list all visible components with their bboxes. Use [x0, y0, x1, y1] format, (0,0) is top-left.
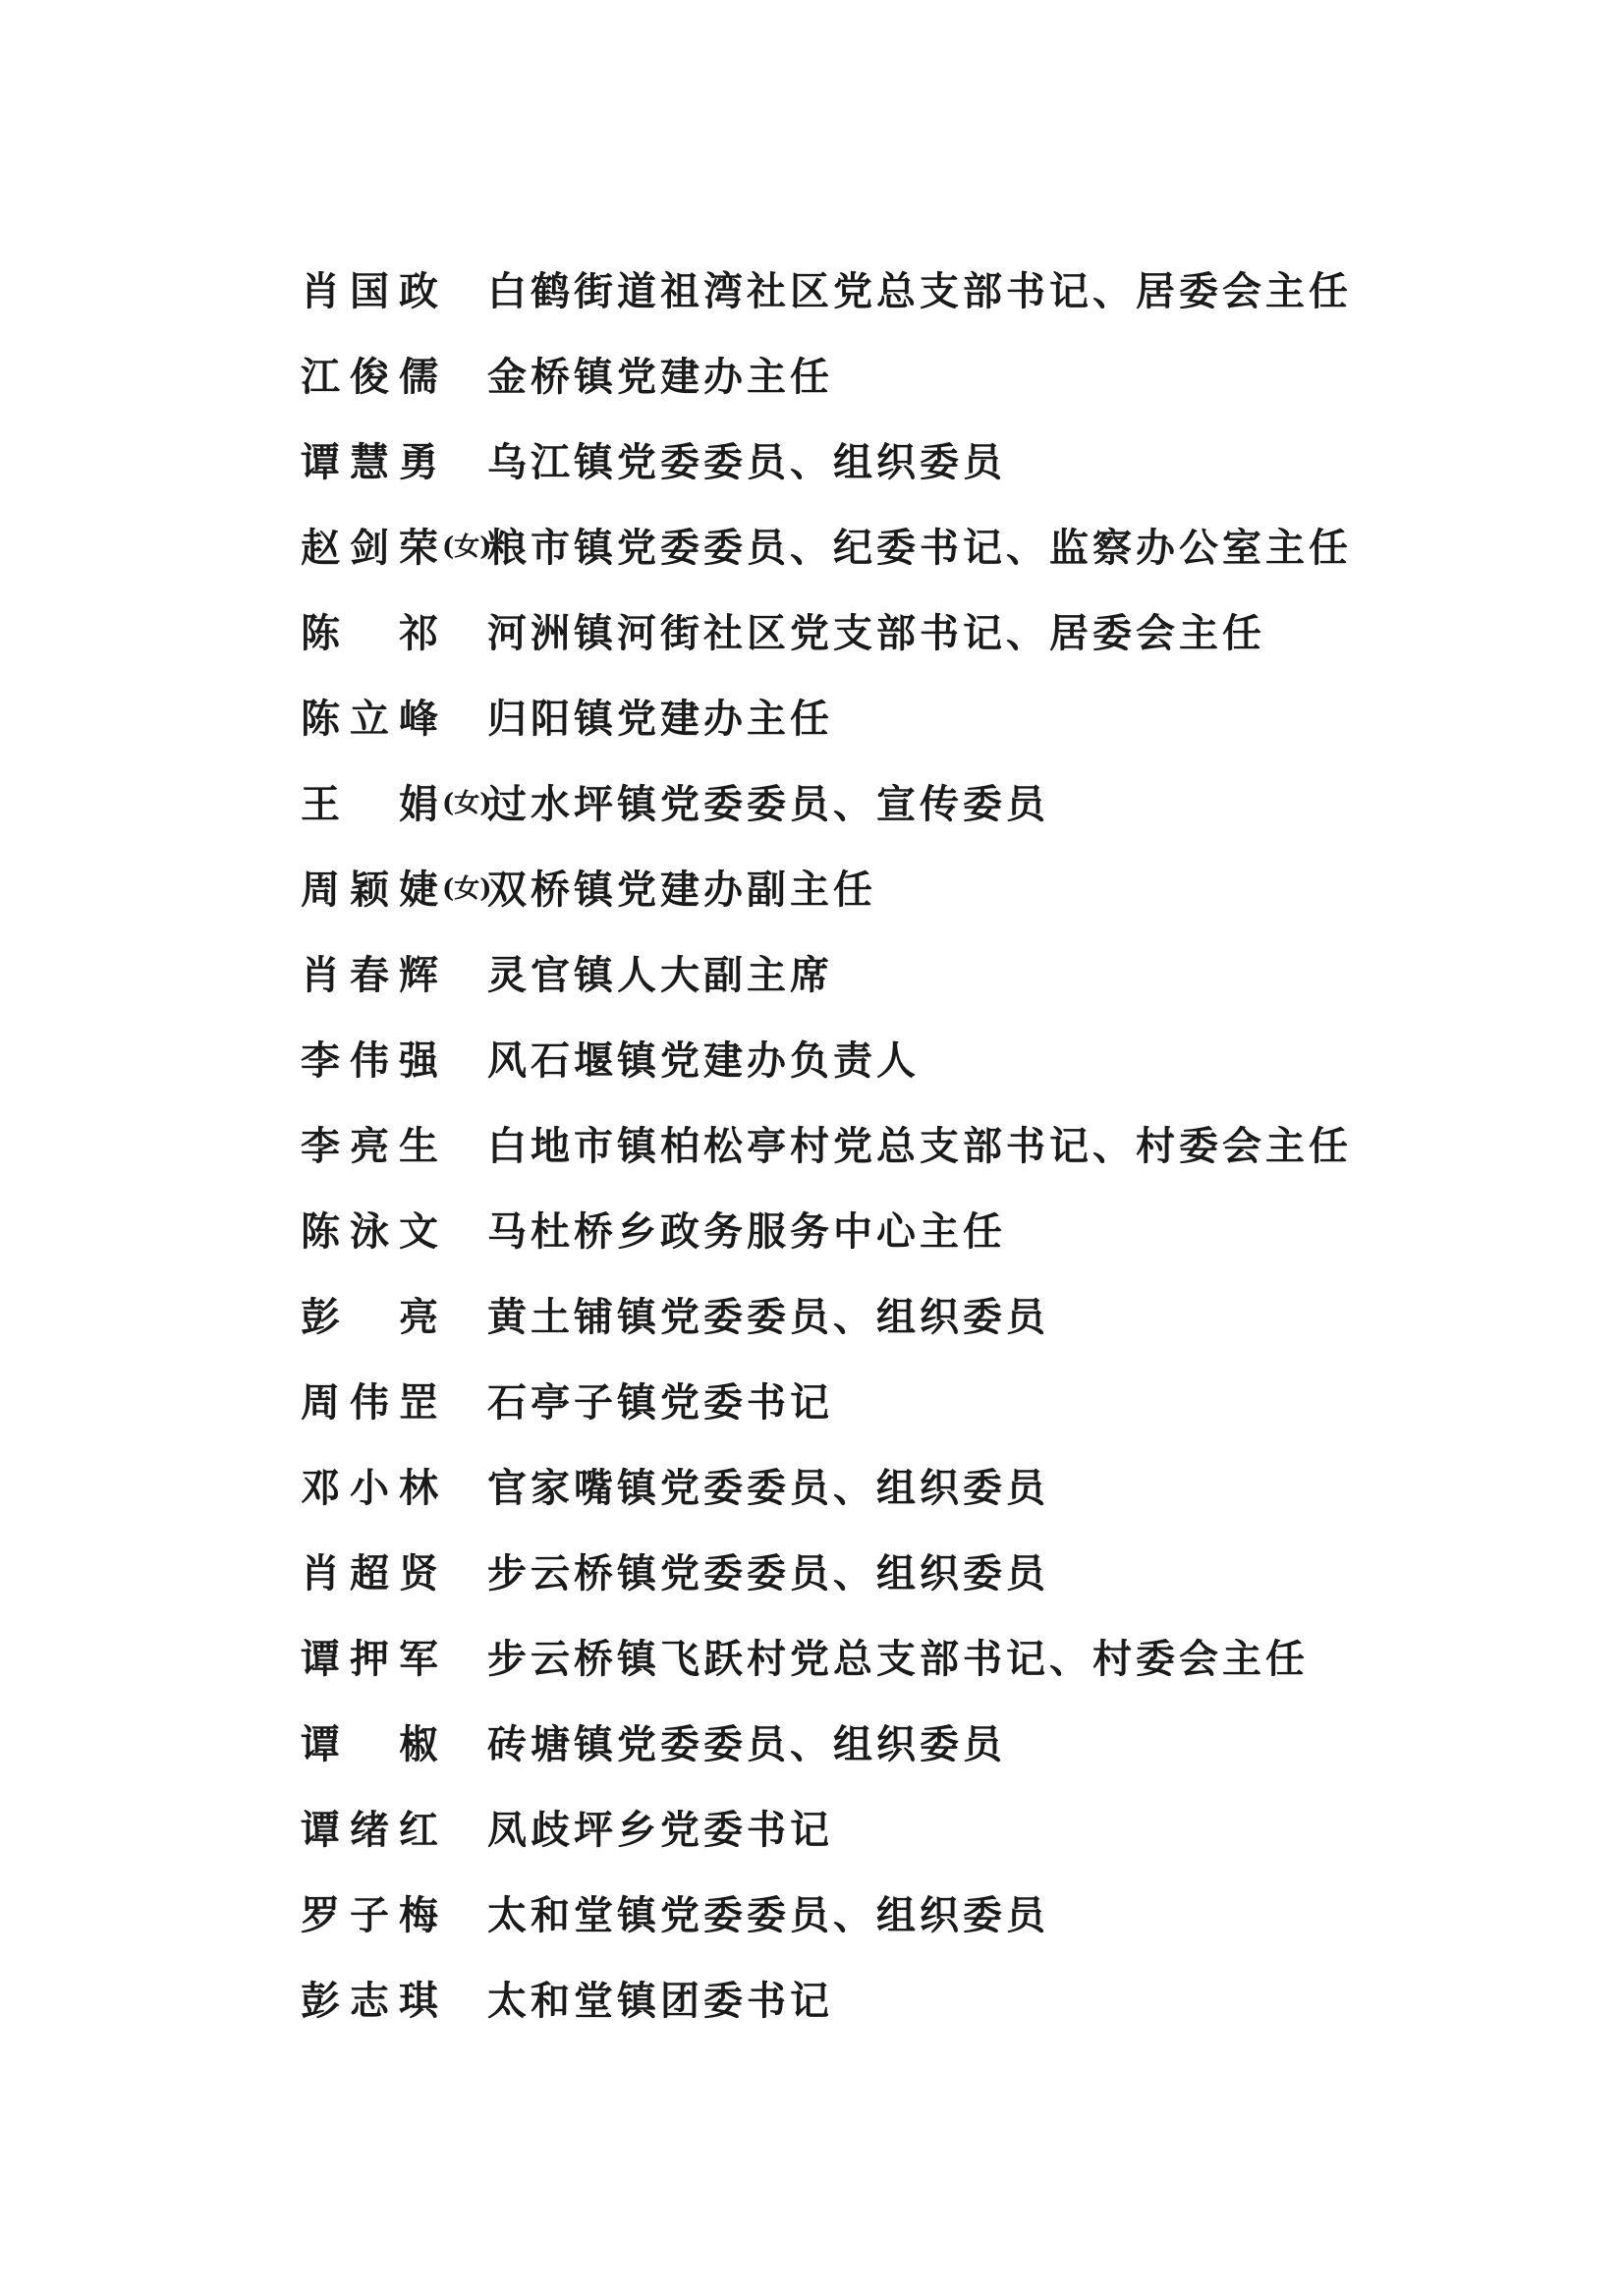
person-name-cell: [301, 1884, 487, 1940]
list-item: [301, 1870, 1401, 1955]
person-name: 谭押军: [301, 1636, 438, 1682]
person-title: 灵官镇人大副主席: [487, 952, 833, 998]
person-title: 双桥镇党建办副主任: [487, 867, 876, 913]
person-title: 过水坪镇党委委员、宣传委员: [487, 781, 1049, 827]
person-title: 白地市镇柏松亭村党总支部书记、村委会主任: [487, 1123, 1352, 1169]
gender-mark: (女): [442, 789, 492, 818]
person-name: 周伟罡: [301, 1379, 438, 1426]
person-name-cell: [301, 1713, 487, 1769]
person-name: 谭慧勇: [301, 439, 438, 485]
person-title: 马杜桥乡政务服务中心主任: [487, 1208, 1006, 1255]
person-name: 江俊儒: [301, 354, 438, 400]
person-name: 谭绪红: [301, 1807, 438, 1853]
person-name-cell: [301, 1030, 487, 1086]
person-name-cell: [301, 1201, 487, 1257]
person-name: 李伟强: [301, 1037, 438, 1084]
person-title: 乌江镇党委委员、组织委员: [487, 439, 1006, 485]
person-name-cell: [301, 859, 492, 915]
name-list: [301, 246, 1401, 2041]
person-title: 砖塘镇党委委员、组织委员: [487, 1721, 1006, 1767]
person-name: 陈祁: [301, 610, 438, 656]
person-name-cell: [301, 688, 487, 744]
person-name: 彭亮: [301, 1294, 438, 1340]
person-title: 凤歧坪乡党委书记: [487, 1807, 833, 1853]
person-title: 步云桥镇党委委员、组织委员: [487, 1550, 1049, 1596]
person-title: 黄土铺镇党委委员、组织委员: [487, 1294, 1049, 1340]
person-title: 粮市镇党委委员、纪委书记、监察办公室主任: [487, 525, 1352, 571]
person-title: 河洲镇河街社区党支部书记、居委会主任: [487, 610, 1265, 656]
person-name: 赵剑荣: [301, 525, 438, 571]
list-item: [301, 246, 1401, 331]
list-item: [301, 1699, 1401, 1784]
list-item: [301, 1613, 1401, 1699]
person-name-cell: [301, 1115, 487, 1171]
person-name-cell: [301, 1628, 487, 1684]
list-item: [301, 417, 1401, 502]
person-name-cell: [301, 1372, 487, 1428]
gender-mark: (女): [442, 532, 492, 562]
list-item: [301, 1784, 1401, 1870]
person-name-cell: [301, 944, 487, 1000]
person-title: 石亭子镇党委书记: [487, 1379, 833, 1426]
list-item: [301, 1186, 1401, 1271]
list-item: [301, 1955, 1401, 2041]
person-title: 太和堂镇党委委员、组织委员: [487, 1892, 1049, 1938]
list-item: [301, 758, 1401, 844]
person-name: 陈泳文: [301, 1208, 438, 1255]
list-item: [301, 1015, 1401, 1100]
list-item: [301, 929, 1401, 1015]
person-name-cell: [301, 431, 487, 487]
person-name: 罗子梅: [301, 1892, 438, 1938]
person-title: 太和堂镇团委书记: [487, 1978, 833, 2024]
person-name-cell: [301, 1970, 487, 2026]
person-title: 归阳镇党建办主任: [487, 696, 833, 742]
person-name: 彭志琪: [301, 1978, 438, 2024]
person-name-cell: [301, 517, 492, 573]
person-title: 白鹤街道祖湾社区党总支部书记、居委会主任: [487, 268, 1352, 314]
person-name: 谭椒: [301, 1721, 438, 1767]
person-name-cell: [301, 1457, 487, 1513]
person-title: 步云桥镇飞跃村党总支部书记、村委会主任: [487, 1636, 1309, 1682]
person-title: 官家嘴镇党委委员、组织委员: [487, 1465, 1049, 1511]
person-name: 李亮生: [301, 1123, 438, 1169]
person-name: 周颖婕: [301, 867, 438, 913]
person-name-cell: [301, 773, 492, 829]
person-name-cell: [301, 1799, 487, 1855]
person-name-cell: [301, 260, 487, 316]
person-name-cell: [301, 1542, 487, 1598]
list-item: [301, 502, 1401, 588]
list-item: [301, 331, 1401, 417]
person-name-cell: [301, 602, 487, 658]
list-item: [301, 1100, 1401, 1186]
person-name: 邓小林: [301, 1465, 438, 1511]
list-item: [301, 673, 1401, 758]
person-name-cell: [301, 1286, 487, 1342]
person-name: 肖超贤: [301, 1550, 438, 1596]
person-name: 肖国政: [301, 268, 438, 314]
gender-mark: (女): [442, 874, 492, 904]
list-item: [301, 1357, 1401, 1442]
list-item: [301, 844, 1401, 929]
person-name-cell: [301, 346, 487, 402]
person-name: 肖春辉: [301, 952, 438, 998]
list-item: [301, 1442, 1401, 1528]
list-item: [301, 1528, 1401, 1613]
person-title: 风石堰镇党建办负责人: [487, 1037, 920, 1084]
list-item: [301, 588, 1401, 673]
list-item: [301, 1271, 1401, 1357]
person-name: 王娟: [301, 781, 438, 827]
person-title: 金桥镇党建办主任: [487, 354, 833, 400]
person-name: 陈立峰: [301, 696, 438, 742]
